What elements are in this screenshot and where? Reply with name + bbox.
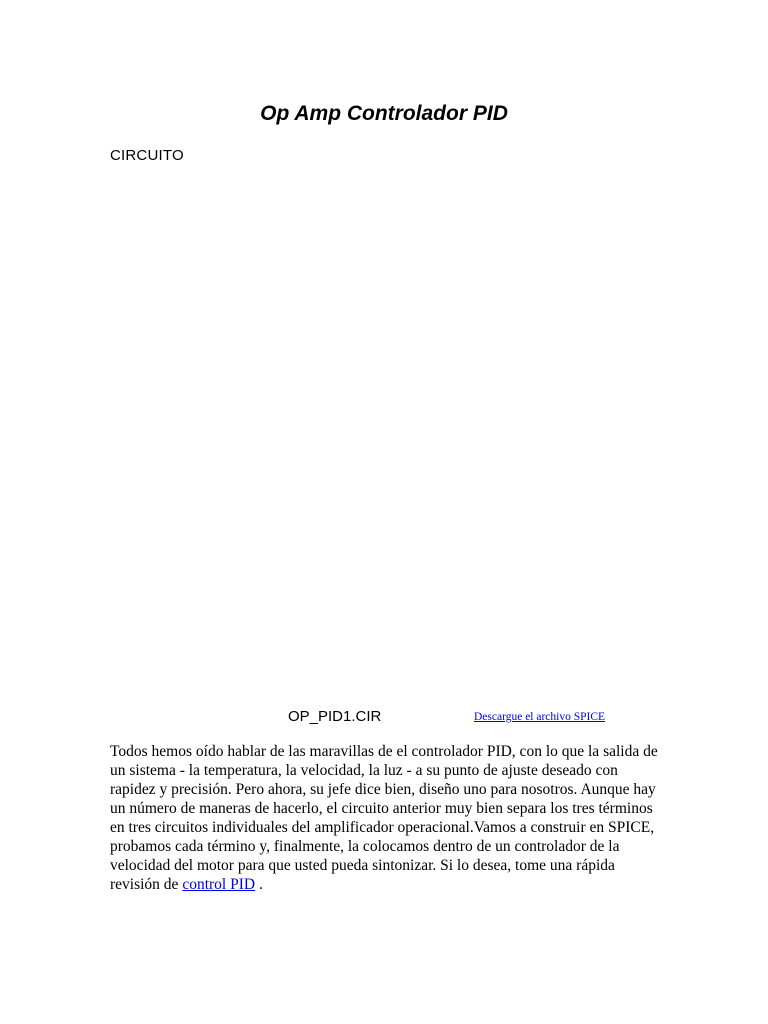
page-title: Op Amp Controlador PID: [260, 102, 508, 125]
body-paragraph: [110, 742, 658, 894]
download-spice-link[interactable]: Descargue el archivo SPICE: [474, 711, 606, 723]
control-pid-link[interactable]: control PID: [182, 876, 256, 893]
file-name-label: OP_PID1.CIR: [288, 708, 382, 725]
section-label-circuit: CIRCUITO: [110, 147, 184, 164]
circuit-image-placeholder: [110, 180, 650, 690]
body-paragraph-text: Todos hemos oído hablar de las maravillas de el controlador PID, con lo que la salida de un sistema - la temperatura, la velocidad, la luz - a su punto de ajuste deseado con rapidez y precisión. Pero ahora, su jefe dice bien, diseño uno para nosotros. Aunque hay un número de maneras de hacerlo, el circuito anterior muy bien separa los tres términos en tres circuitos individuales del amplificador operacional.Vamos a construir en SPICE, probamos cada término y, finalmente, la colocamos dentro de un controlador de la velocidad del motor para que usted pueda sintonizar. Si lo desea, tome una rápida revisión de: [110, 743, 658, 893]
body-paragraph-trailing: .: [255, 876, 263, 893]
